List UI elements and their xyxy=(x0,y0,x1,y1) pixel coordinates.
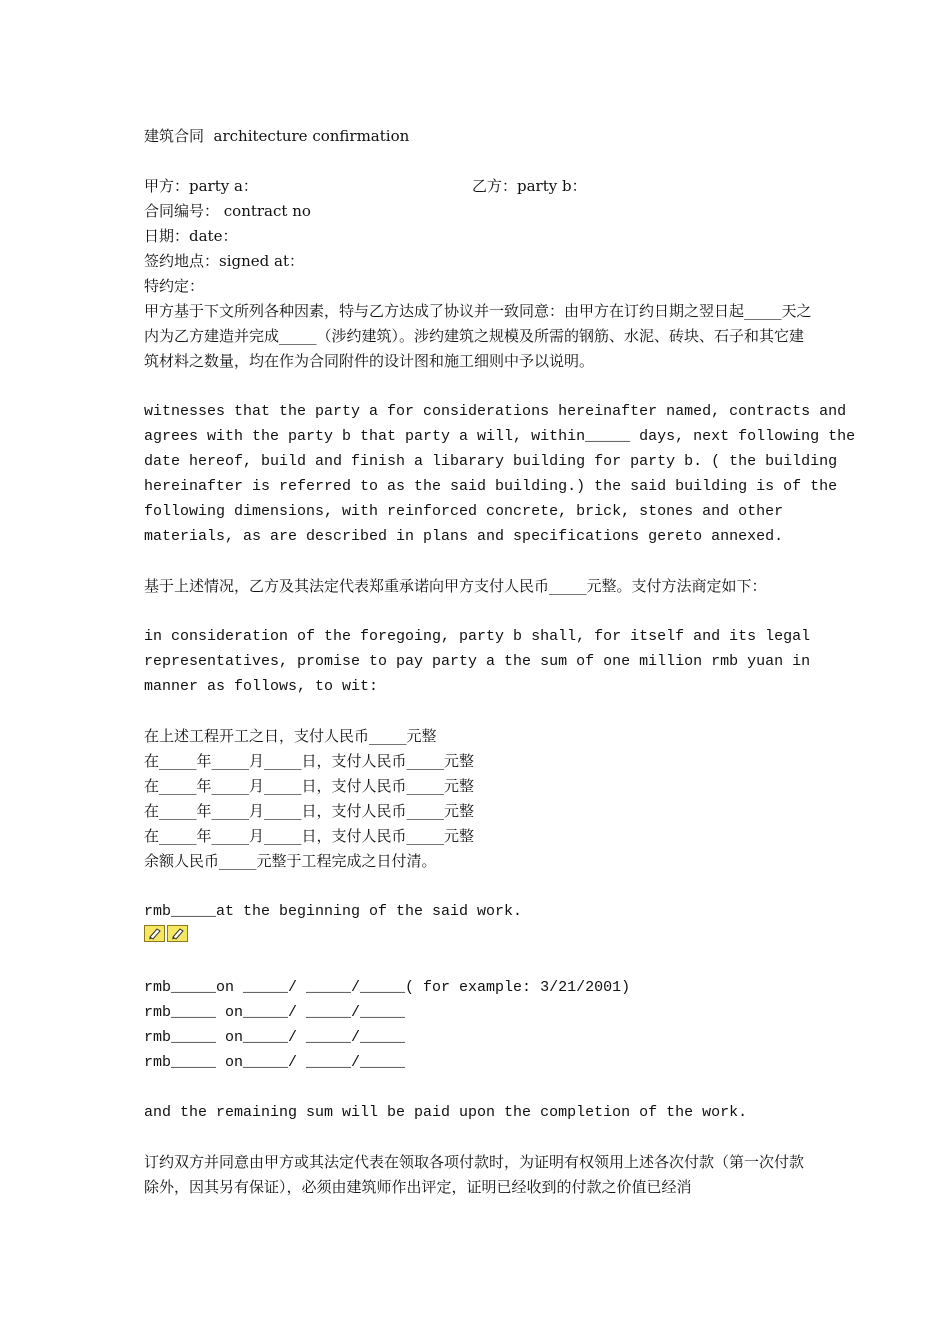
remaining-en: and the remaining sum will be paid upon the completion of the work. xyxy=(144,1104,748,1121)
clause2-cn: 基于上述情况，乙方及其法定代表郑重承诺向甲方支付人民币_____元整。支付方法商定如下： xyxy=(144,577,767,595)
payment-en-item: rmb_____ on_____/ _____/_____ xyxy=(144,1054,406,1071)
payment-en-item: rmb_____ on_____/ _____/_____ xyxy=(144,1004,406,1021)
payment-en-item: rmb_____ on_____/ _____/_____ xyxy=(144,1029,406,1046)
special-label: 特约定： xyxy=(144,277,205,295)
clause1-en-line: date hereof, build and finish a libarary building for party b. ( the building xyxy=(144,453,838,470)
clause3-cn: 订约双方并同意由甲方或其法定代表在领取各项付款时，为证明有权领用上述各次付款（第一次付款除外，因其另有保证），必须由建筑师作出评定，证明已经收到的付款之价值已经消 xyxy=(144,1153,805,1196)
clause1-en-line: witnesses that the party a for considerations hereinafter named, contracts and xyxy=(144,403,847,420)
date-label: 日期：date： xyxy=(144,227,238,245)
icon-group xyxy=(144,925,812,947)
payment-cn-item: 在_____年_____月_____日，支付人民币_____元整 xyxy=(144,827,475,845)
clause2-en-line: manner as follows, to wit: xyxy=(144,678,379,695)
edit-icon[interactable] xyxy=(167,925,188,942)
clause1-en xyxy=(144,399,856,549)
payment-en-item: rmb_____on _____/ _____/_____( for example: 3/21/2001) xyxy=(144,979,631,996)
edit-icon[interactable] xyxy=(144,925,165,942)
document-page xyxy=(144,124,856,1200)
clause1-cn: 甲方基于下文所列各种因素，特与乙方达成了协议并一致同意：由甲方在订约日期之翌日起_____天之内为乙方建造并完成_____（涉约建筑）。涉约建筑之规模及所需的钢筋、水泥、砖块、石子和其它建筑材料之数量，均在作为合同附件的设计图和施工细则中予以说明。 xyxy=(144,302,812,370)
clause1-en-line: agrees with the party b that party a will, within_____ days, next following the xyxy=(144,428,856,445)
document-title: 建筑合同 architecture confirmation xyxy=(144,127,410,145)
clause2-en-line: representatives, promise to pay party a the sum of one million rmb yuan in xyxy=(144,653,811,670)
payments-cn-list xyxy=(144,724,812,874)
payment-cn-item: 在上述工程开工之日，支付人民币_____元整 xyxy=(144,727,437,745)
clause1-en-line: hereinafter is referred to as the said building.) the said building is of the xyxy=(144,478,838,495)
contract-no-label: 合同编号： contract no xyxy=(144,202,311,220)
clause1-en-line: materials, as are described in plans and specifications gereto annexed. xyxy=(144,528,784,545)
payments-en-list xyxy=(144,975,812,1075)
payment-cn-item: 在_____年_____月_____日，支付人民币_____元整 xyxy=(144,752,475,770)
parties-row xyxy=(144,174,812,199)
clause1-en-line: following dimensions, with reinforced concrete, brick, stones and other xyxy=(144,503,784,520)
party-b-label: 乙方：party b： xyxy=(472,177,587,195)
clause2-en xyxy=(144,624,812,699)
payment-cn-item: 在_____年_____月_____日，支付人民币_____元整 xyxy=(144,777,475,795)
payment-cn-item: 在_____年_____月_____日，支付人民币_____元整 xyxy=(144,802,475,820)
payment-cn-item: 余额人民币_____元整于工程完成之日付清。 xyxy=(144,852,437,870)
payment-en-first: rmb_____at the beginning of the said work. xyxy=(144,903,523,920)
party-a-label: 甲方：party a： xyxy=(144,177,258,195)
signed-at-label: 签约地点：signed at： xyxy=(144,252,304,270)
clause2-en-line: in consideration of the foregoing, party b shall, for itself and its legal xyxy=(144,628,811,645)
